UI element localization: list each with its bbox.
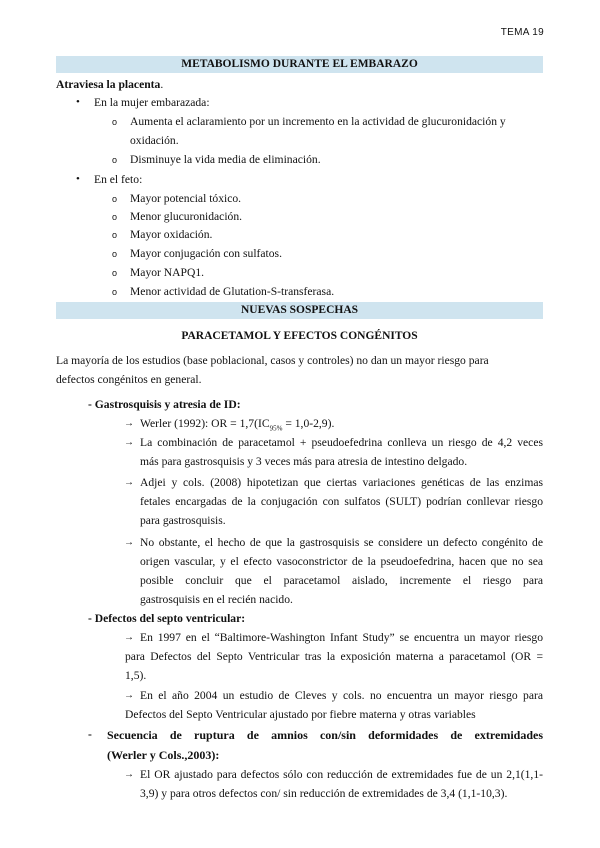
heading-gastrosquisis: - Gastrosquisis y atresia de ID: bbox=[88, 398, 241, 411]
paragraph-line: El OR ajustado para defectos sólo con reducción de extremidades fue de un 2,1(1,1- bbox=[140, 768, 543, 781]
arrow-icon: → bbox=[124, 477, 134, 488]
arrow-icon: → bbox=[124, 632, 134, 643]
list-item: Menor actividad de Glutation-S-transferasa. bbox=[130, 285, 335, 298]
circle-bullet-icon: o bbox=[112, 194, 118, 204]
arrow-icon: → bbox=[124, 690, 134, 701]
list-item: Disminuye la vida media de eliminación. bbox=[130, 153, 321, 166]
paragraph-line: Adjei y cols. (2008) hipotetizan que ciertas variaciones genéticas de las enzimas bbox=[140, 476, 543, 489]
paragraph-line: gastrosquisis en el recién nacido. bbox=[140, 593, 293, 606]
paragraph-line: La combinación de paracetamol + pseudoefedrina conlleva un riesgo de 4,2 veces bbox=[140, 436, 543, 449]
paragraph-line: para gastrosquisis. bbox=[140, 514, 226, 527]
paragraph-line: fetales encargadas de la conjugación con sulfatos (SULT) podrían conllevar riesgo bbox=[140, 495, 543, 508]
tema-label: TEMA 19 bbox=[500, 27, 544, 38]
arrow-icon: → bbox=[124, 437, 134, 448]
heading-amnios-ref: (Werler y Cols.,2003): bbox=[107, 748, 220, 762]
paragraph-line: más para gastrosquisis y 3 veces más para atresia de intestino delgado. bbox=[140, 455, 468, 468]
bullet-label-mujer: En la mujer embarazada: bbox=[94, 96, 210, 109]
paragraph-line: origen vascular, y el efecto vasoconstrictor de la pseudoefedrina, hacen que no sea bbox=[140, 555, 543, 568]
circle-bullet-icon: o bbox=[112, 230, 118, 240]
paragraph-line: Defectos del Septo Ventricular ajustado por fiebre materna y otras variables bbox=[125, 708, 476, 721]
intro-line: La mayoría de los estudios (base poblacional, casos y controles) no dan un mayor riesgo para bbox=[56, 354, 489, 367]
section-title-sospechas: NUEVAS SOSPECHAS bbox=[56, 302, 543, 319]
intro-placenta: Atraviesa la placenta. bbox=[56, 78, 164, 91]
circle-bullet-icon: o bbox=[112, 268, 118, 278]
circle-bullet-icon: o bbox=[112, 212, 118, 222]
circle-bullet-icon: o bbox=[112, 117, 118, 127]
bullet-icon: • bbox=[76, 96, 80, 108]
paragraph-line: posible concluir que el paracetamol aislado, incremente el riesgo para bbox=[140, 574, 543, 587]
list-item: Menor glucuronidación. bbox=[130, 210, 243, 223]
list-item: Mayor NAPQ1. bbox=[130, 266, 205, 279]
intro-line: defectos congénitos en general. bbox=[56, 373, 202, 386]
paragraph-line: para Defectos del Septo Ventricular tras la exposición materna a paracetamol (OR = bbox=[125, 650, 543, 663]
heading-septo: - Defectos del septo ventricular: bbox=[88, 612, 246, 625]
paragraph-line: En el año 2004 un estudio de Cleves y cols. no encuentra un mayor riesgo para bbox=[140, 689, 543, 702]
paragraph-line: En 1997 en el “Baltimore-Washington Infant Study” se encuentra un mayor riesgo bbox=[140, 631, 543, 644]
paragraph-line: 3,9) y para otros defectos con/ sin reducción de extremidades de 3,4 (1,1-10,3). bbox=[140, 787, 508, 800]
circle-bullet-icon: o bbox=[112, 287, 118, 297]
list-item: oxidación. bbox=[130, 134, 179, 147]
dash-marker: - bbox=[88, 728, 92, 741]
section-title-metabolismo: METABOLISMO DURANTE EL EMBARAZO bbox=[56, 56, 543, 73]
list-item: Mayor potencial tóxico. bbox=[130, 192, 242, 205]
heading-amnios: Secuencia de ruptura de amnios con/sin deformidades de extremidades bbox=[107, 728, 543, 742]
list-item: Aumenta el aclaramiento por un incremento en la actividad de glucuronidación y bbox=[130, 115, 506, 128]
bullet-label-feto: En el feto: bbox=[94, 173, 143, 186]
circle-bullet-icon: o bbox=[112, 249, 118, 259]
arrow-icon: → bbox=[124, 769, 134, 780]
werler-line: Werler (1992): OR = $1,7(IC_{95\%} = 1,0-2,9)$. bbox=[140, 417, 335, 433]
bullet-icon: • bbox=[76, 173, 80, 185]
list-item: Mayor conjugación con sulfatos. bbox=[130, 247, 282, 260]
arrow-icon: → bbox=[124, 537, 134, 548]
arrow-icon: → bbox=[124, 418, 134, 429]
list-item: Mayor oxidación. bbox=[130, 228, 213, 241]
circle-bullet-icon: o bbox=[112, 155, 118, 165]
paragraph-line: 1,5). bbox=[125, 669, 147, 682]
paragraph-line: No obstante, el hecho de que la gastrosquisis se considere un defecto congénito de bbox=[140, 536, 543, 549]
subtitle-paracetamol: PARACETAMOL Y EFECTOS CONGÉNITOS bbox=[181, 330, 418, 342]
